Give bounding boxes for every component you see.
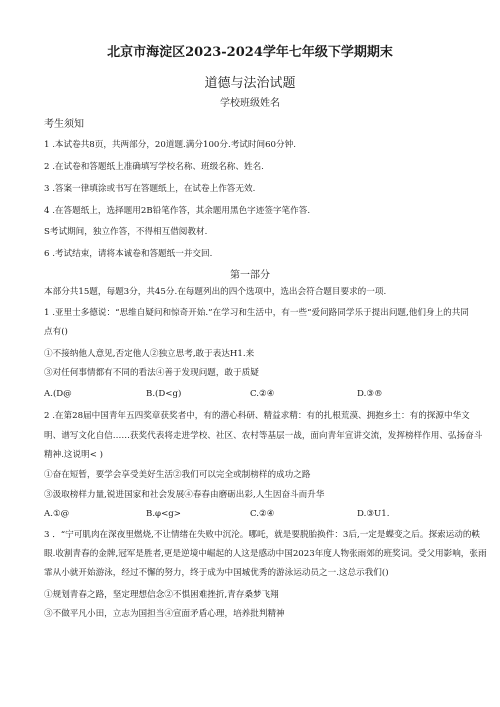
question-1-statement: ③对任何事情都有不同的看法④善于发现问题，敢于质疑 (44, 368, 259, 378)
notice-item: 2 .在试卷和答题纸上准确填写学校名称、班级名称、姓名. (44, 162, 264, 172)
notice-item: 1 .本试卷共8页，共两部分，20道题.满分100分.考试时间60分钟. (44, 140, 296, 150)
option-c: C.②④ (250, 389, 275, 399)
question-3-statement: ①规划青春之路，坚定理想信念②不惧困难挫折,青存桑梦飞翔 (44, 590, 279, 600)
option-b: B.φ<g> (146, 509, 181, 519)
option-c: C.②④ (250, 509, 275, 519)
question-1-stem: 1 .亚里士多德说：“思维自疑问和惊奇开始.”在学习和生活中，有一些“爱问路同学乐于提出问题,他们身上的共同 (44, 308, 469, 318)
exam-title: 北京市海淀区2023-2024学年七年级下学期期末 (107, 45, 393, 60)
question-2-statement: ①奋在短暂，要学会享受美好生活②我们可以完全或制榜样的成功之路 (44, 470, 311, 480)
notice-heading: 考生须知 (44, 119, 84, 130)
notice-item: 4 .在答题纸上，选择题用2B铅笔作答，其余题用黑色字迹签字笔作答. (44, 206, 311, 216)
student-info-fields: 学校班级姓名 (220, 98, 280, 109)
question-2-stem: 精神.这说明< ) (44, 450, 103, 460)
question-3-stem: 眼.收割青春的金牌,冠军是胜者,更是逆境中崛起的人这是感动中国2023年度人物张雨郊的班奖词。受父用影响，张雨 (44, 549, 487, 559)
question-3-statement: ③不做平凡小田，立志为国担当④宣面矛盾心理，培养批判精神 (44, 609, 285, 619)
option-d: D.③® (357, 389, 383, 399)
exam-subtitle: 道德与法治试题 (204, 76, 296, 91)
part-one-title: 第一部分 (230, 270, 270, 281)
option-a: A.①@ (44, 509, 70, 519)
option-b: B.(D<g) (146, 389, 182, 399)
option-a: A.(D@ (44, 389, 72, 399)
question-2-stem: 明、谱写文化自信……获奖代表将走进学校、社区、农村等基层一战，面向青年宣讲交流，发挥榜样作用、弘扬奋斗 (44, 431, 483, 441)
notice-item: 3 .答案一律填涂或书写在答题纸上，在试卷上作答无效. (44, 184, 256, 194)
question-3-stem: 3 ．“宁可肌肉在深夜里燃烧,不让情绪在失败中沉沦。哪吒，就是要脱胎换件：3后,一定是蝶变之后。探索运动的軼 (44, 530, 481, 540)
question-2-statement: ③汲取榜样力量,锐进国家和社会发展④春春由磨砺出彩,人生因奋斗而升华 (44, 490, 325, 500)
option-d: D.③U1. (357, 509, 390, 519)
part-one-instruction: 本部分共15题，每题3分，共45分.在每题列出的四个选项中，选出会符合题目要求的一项. (44, 287, 387, 297)
question-2-stem: 2 .在第28届中国青年五四奖章获奖者中，有的潜心科研、精益求精：有的扎根荒漠、拥抱乡土：有的探源中华文 (44, 411, 470, 421)
notice-item: 6 .考试结束，请将本诚卷和答题纸一并交回. (44, 249, 213, 259)
question-3-stem: 霏从小就开始游泳，经过不懈的努力，终于成为中国城优秀的游泳运动员之一.这总示我们() (44, 568, 389, 578)
notice-item: S考试期间，独立作答，不得相互借阅教材. (44, 227, 208, 237)
question-1-statement: ①不接纳他人意见,否定他人②独立思考,敢于表达H1.来 (44, 349, 255, 359)
question-1-stem: 点有() (44, 327, 68, 337)
